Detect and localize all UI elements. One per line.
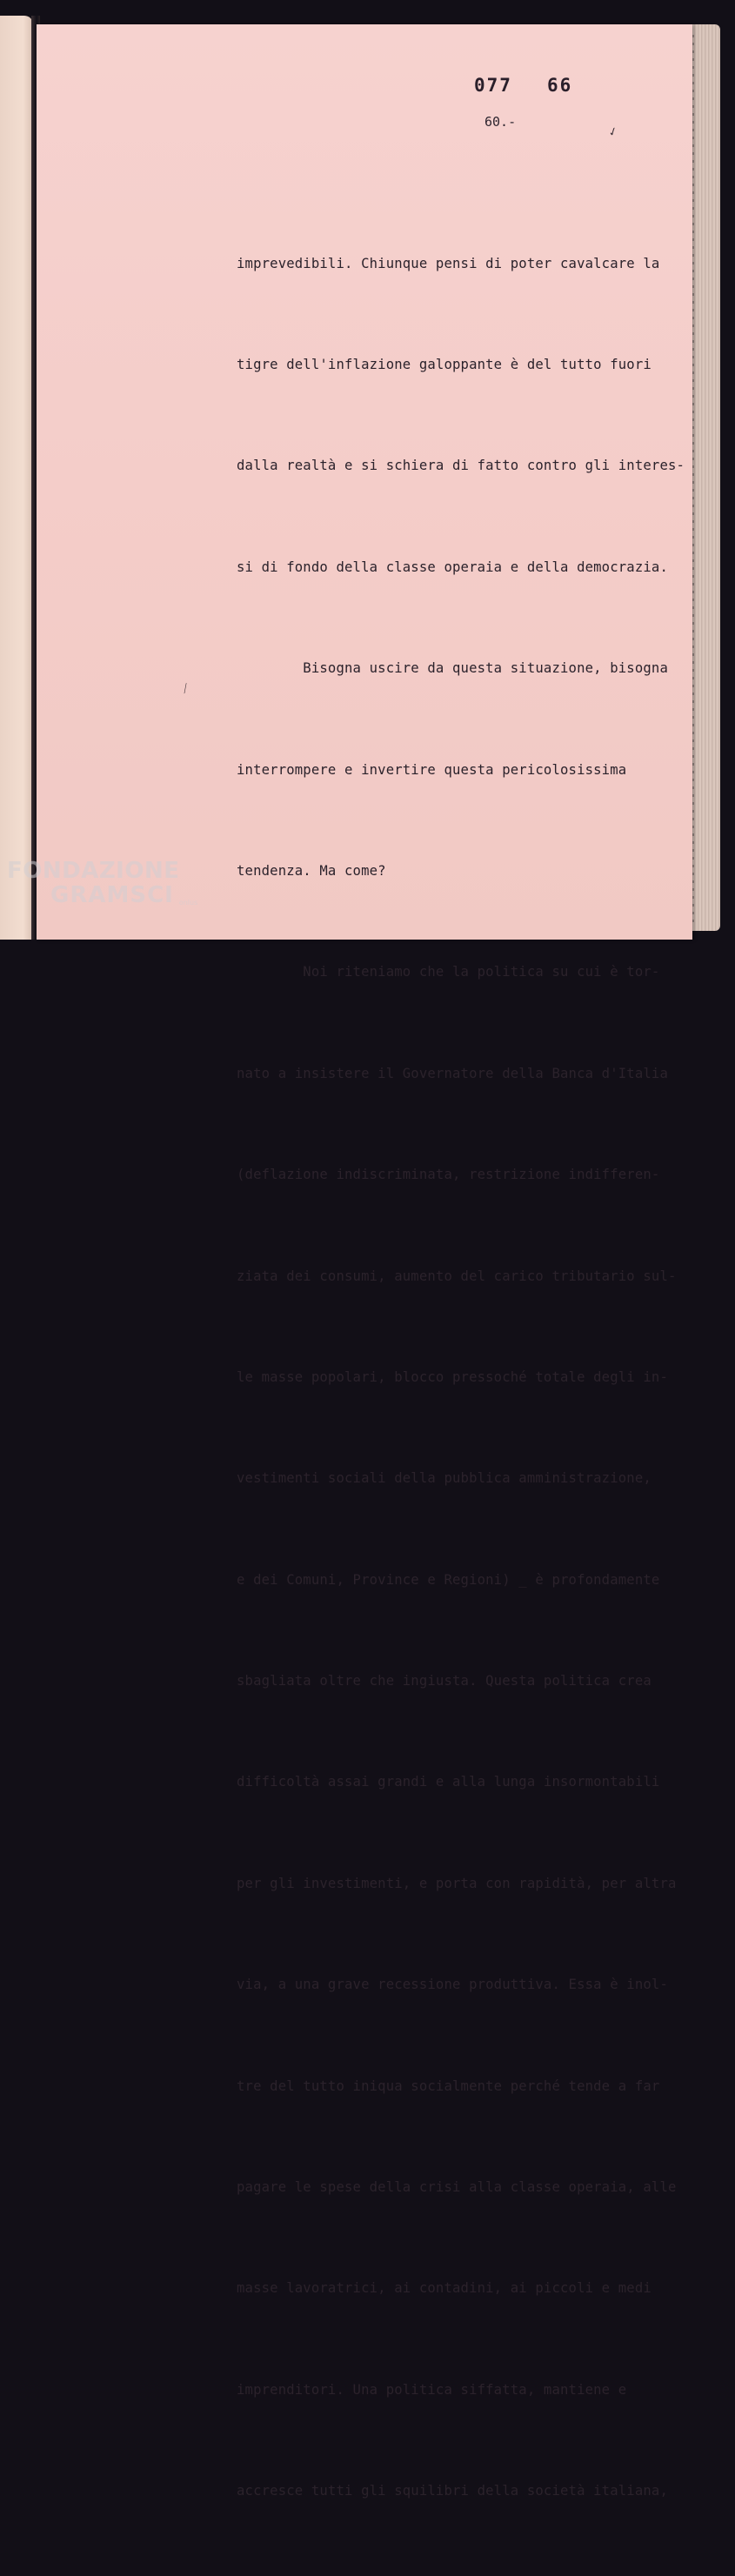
archive-stamp-number: 077 bbox=[474, 75, 512, 96]
pencil-check-mark: ✓ bbox=[606, 122, 619, 141]
watermark-line-1: FONDAZIONE bbox=[7, 858, 180, 884]
text-line: ziata dei consumi, aumento del carico tributario sul- bbox=[237, 1268, 677, 1284]
fondazione-gramsci-watermark bbox=[7, 858, 198, 908]
pencil-margin-mark: ⁄ bbox=[181, 680, 190, 696]
text-line: imprevedibili. Chiunque pensi di poter cavalcare la bbox=[237, 255, 660, 271]
text-line: le masse popolari, blocco pressoché totale degli in- bbox=[237, 1368, 668, 1385]
text-line: Bisogna uscire da questa situazione, bisogna bbox=[237, 660, 668, 677]
text-line: via, a una grave recessione produttiva. Essa è inol- bbox=[237, 1977, 668, 1993]
watermark-initial: G bbox=[50, 882, 70, 908]
text-line: masse lavoratrici, ai contadini, ai piccoli e medi bbox=[237, 2280, 651, 2297]
text-line: difficoltà assai grandi e alla lunga insormontabili bbox=[237, 1774, 660, 1790]
archive-stamp-folio: 66 bbox=[547, 75, 573, 96]
text-line: sbagliata oltre che ingiusta. Questa politica crea bbox=[237, 1673, 651, 1689]
text-line: interrompere e invertire questa pericolosissima bbox=[237, 761, 627, 778]
watermark-line-2-rest: RAMSCI bbox=[70, 882, 174, 908]
text-line: per gli investimenti, e porta con rapidità, per altra bbox=[237, 1875, 677, 1891]
watermark-line-2-row bbox=[7, 882, 198, 908]
text-line: vestimenti sociali della pubblica amministrazione, bbox=[237, 1470, 651, 1487]
text-line: pagare le spese della crisi alla classe operaia, alle bbox=[237, 2179, 677, 2196]
text-line: (deflazione indiscriminata, restrizione indifferen- bbox=[237, 1167, 660, 1183]
watermark-onlus: onlus bbox=[178, 899, 198, 907]
text-line: accresce tutti gli squilibri della società italiana, bbox=[237, 2483, 668, 2499]
text-line: tendenza. Ma come? bbox=[237, 862, 386, 879]
text-line: e dei Comuni, Province e Regioni) _ è profondamente bbox=[237, 1571, 660, 1588]
text-line: dalla realtà e si schiera di fatto contro gli interes- bbox=[237, 458, 685, 474]
body-text bbox=[237, 179, 685, 2576]
facing-page-edge bbox=[0, 16, 33, 940]
text-line: imprenditori. Una politica siffatta, mantiene e bbox=[237, 2381, 627, 2398]
watermark-line-2 bbox=[50, 882, 174, 908]
text-line: si di fondo della classe operaia e della democrazia. bbox=[237, 559, 668, 575]
page-number: 60.- bbox=[484, 114, 517, 130]
text-line: tigre dell'inflazione galoppante è del tutto fuori bbox=[237, 356, 651, 372]
text-line: nato a insistere il Governatore della Banca d'Italia bbox=[237, 1065, 668, 1081]
text-line: tre del tutto iniqua socialmente perché tende a far bbox=[237, 2078, 660, 2094]
text-line: Noi riteniamo che la politica su cui è tor- bbox=[237, 964, 660, 980]
